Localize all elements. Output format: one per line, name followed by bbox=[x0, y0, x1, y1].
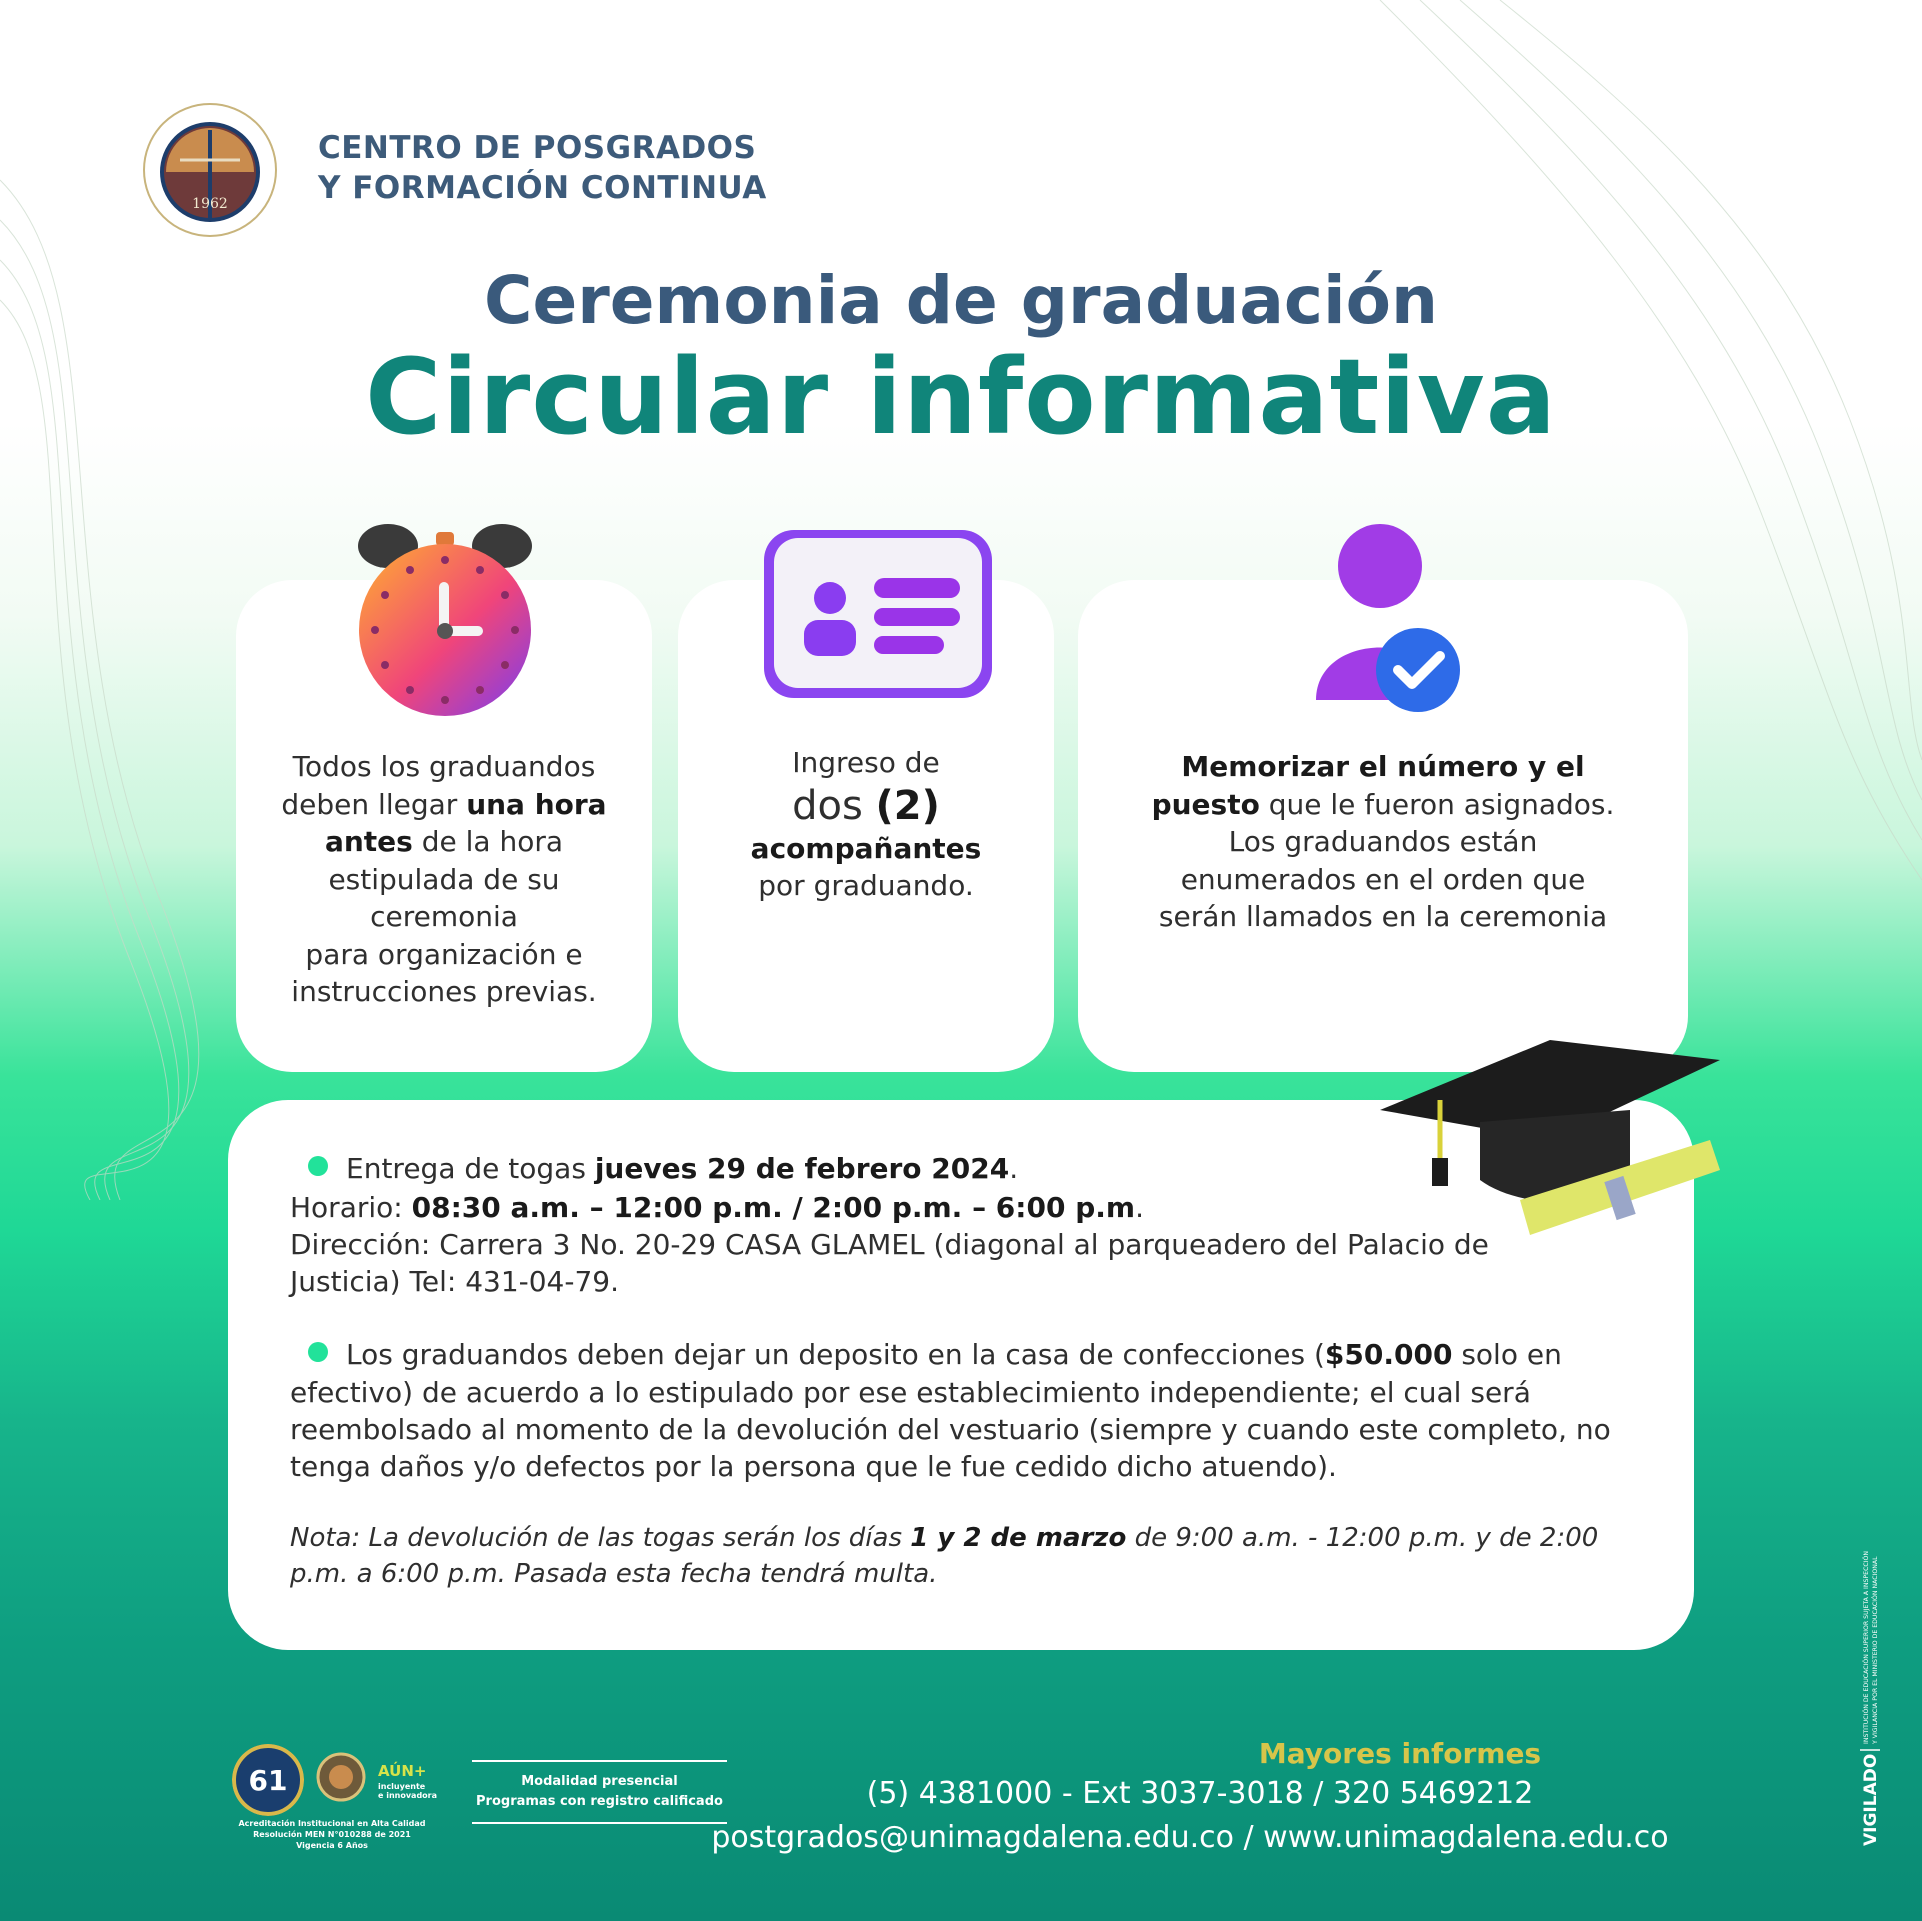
logo-year: 1962 bbox=[192, 196, 228, 212]
modalidad-box: Modalidad presencial Programas con registro calificado bbox=[472, 1760, 727, 1824]
seal-number: 61 bbox=[248, 1764, 288, 1797]
center-name-line1: CENTRO DE POSGRADOS bbox=[318, 130, 757, 166]
aun-subtitle: incluyente e innovadora bbox=[378, 1782, 438, 1800]
direccion-line1: Dirección: Carrera 3 No. 20-29 CASA GLAMEL (diagonal al parqueadero del Palacio de bbox=[290, 1228, 1489, 1261]
deposito-line3: reembolsado al momento de la devolución del vestuario (siempre y cuando este completo, no bbox=[290, 1413, 1611, 1446]
horario-line: Horario: 08:30 a.m. – 12:00 p.m. / 2:00 p.m. – 6:00 p.m. bbox=[290, 1191, 1144, 1224]
web-info: postgrados@unimagdalena.edu.co / www.unimagdalena.edu.co bbox=[711, 1820, 1669, 1855]
direccion-line2: Justicia) Tel: 431-04-79. bbox=[290, 1265, 619, 1298]
accreditation-text: Acreditación Institucional en Alta Calidad Resolución MEN N°010288 de 2021 Vigencia 6 Años bbox=[238, 1819, 426, 1850]
verified-user-icon bbox=[1310, 520, 1470, 720]
phone-info: (5) 4381000 - Ext 3037-3018 / 320 5469212 bbox=[866, 1776, 1534, 1811]
vigilado-label: VIGILADO bbox=[1861, 1753, 1881, 1846]
deposito-line4: tenga daños y/o defectos por la persona que le fue cedido dicho atuendo). bbox=[290, 1450, 1337, 1483]
entrega-line: Entrega de togas jueves 29 de febrero 2024. bbox=[290, 1150, 1640, 1187]
page-title: Ceremonia de graduación bbox=[484, 262, 1438, 339]
bullet-dot bbox=[308, 1156, 328, 1176]
accreditation-seal-icon bbox=[232, 1744, 304, 1816]
vigilado-badge bbox=[1856, 1440, 1916, 1850]
card-number-text: Memorizar el número y el puesto que le fueron asignados. Los graduandos están enumerados en el orden que serán llamados en la ceremonia bbox=[1151, 750, 1615, 933]
page-subtitle: Circular informativa bbox=[365, 336, 1557, 458]
bullet-dot bbox=[308, 1342, 328, 1362]
vigilado-sub2: Y VIGILANCIA POR EL MINISTERIO DE EDUCACIÓN NACIONAL bbox=[1872, 1556, 1879, 1744]
card-guests-text: Ingreso de dos (2) acompañantes por graduando. bbox=[750, 746, 982, 902]
card-arrival-text: Todos los graduandos deben llegar una hora antes de la hora estipulada de su ceremonia para organización e instrucciones previas. bbox=[281, 750, 607, 1008]
nota-line2: p.m. a 6:00 p.m. Pasada esta fecha tendrá multa. bbox=[290, 1559, 938, 1589]
id-card-icon bbox=[760, 526, 996, 702]
institution-seal-icon bbox=[316, 1752, 366, 1802]
alarm-clock-icon bbox=[350, 518, 540, 718]
university-logo bbox=[140, 100, 280, 240]
center-name bbox=[318, 128, 767, 208]
deposito-line2: efectivo) de acuerdo a lo estipulado por ese establecimiento independiente; el cual será bbox=[290, 1376, 1531, 1409]
deposito-line1: Los graduandos deben dejar un deposito en la casa de confecciones ($50.000 solo en bbox=[290, 1336, 1640, 1373]
vigilado-sub1: INSTITUCIÓN DE EDUCACIÓN SUPERIOR SUJETA A INSPECCIÓN bbox=[1863, 1550, 1870, 1744]
nota-line1: Nota: La devolución de las togas serán los días 1 y 2 de marzo de 9:00 a.m. - 12:00 p.m. y de 2:00 bbox=[290, 1523, 1599, 1553]
center-name-line2: Y FORMACIÓN CONTINUA bbox=[318, 170, 767, 206]
info-title: Mayores informes bbox=[1258, 1737, 1542, 1770]
aun-logo-text: AÚN+ bbox=[378, 1762, 427, 1780]
